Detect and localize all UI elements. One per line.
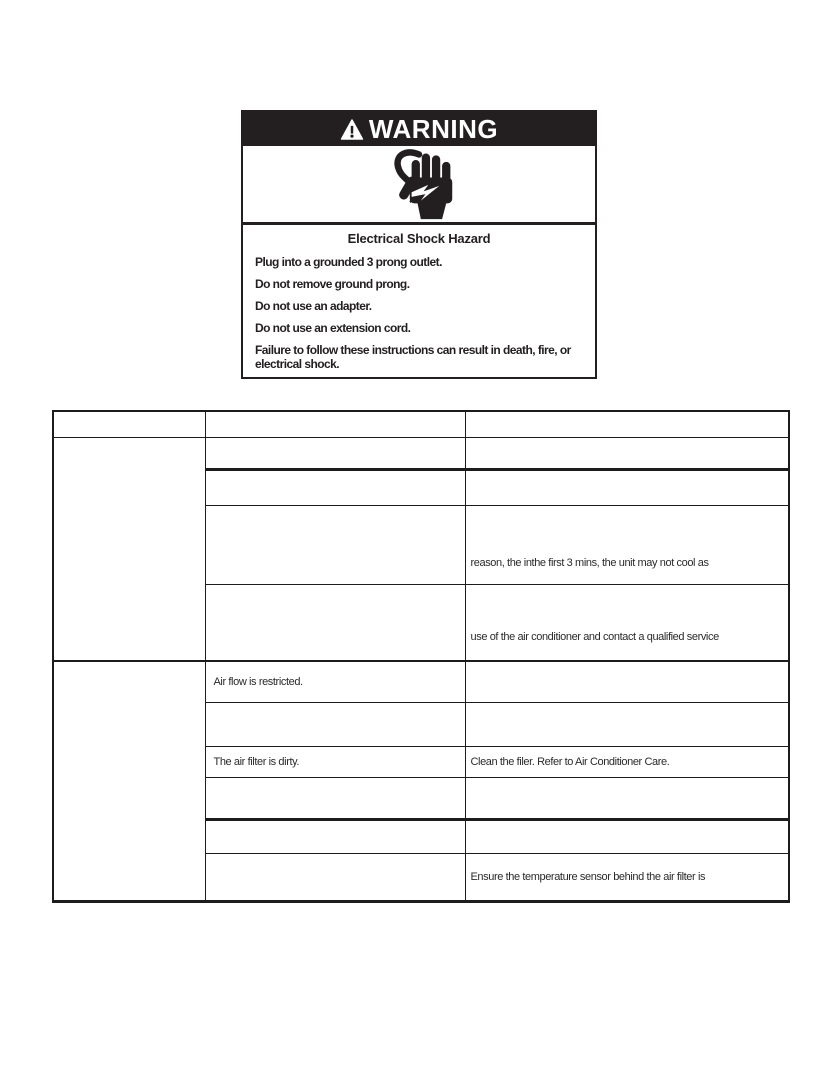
- cause-cell: [205, 437, 465, 469]
- cause-cell: [205, 777, 465, 819]
- solution-cell: [465, 661, 789, 702]
- category-cell-1: [53, 437, 205, 661]
- warning-title: WARNING: [368, 114, 499, 144]
- warning-triangle-icon: [340, 119, 364, 140]
- solution-cell: reason, the inthe first 3 mins, the unit may not cool as: [465, 505, 789, 584]
- instruction-line: Do not use an adapter.: [255, 299, 372, 313]
- troubleshooting-table: [52, 410, 790, 903]
- solution-cell: [465, 702, 789, 746]
- warning-band: [243, 112, 595, 146]
- warning-label: [241, 110, 597, 379]
- cause-cell: [205, 853, 465, 901]
- cause-cell: [205, 584, 465, 661]
- header-cell-1: [53, 411, 205, 437]
- solution-cell: [465, 469, 789, 505]
- cause-cell: Air flow is restricted.: [205, 661, 465, 702]
- cause-cell: The air filter is dirty.: [205, 746, 465, 777]
- table-header-row: [53, 411, 789, 437]
- warning-text-block: [243, 225, 595, 371]
- solution-cell: Clean the filer. Refer to Air Conditioner Care.: [465, 746, 789, 777]
- cause-cell: [205, 819, 465, 853]
- instruction-line: Failure to follow these instructions can result in death, fire, or electrical shock.: [255, 343, 571, 371]
- header-cell-2: [205, 411, 465, 437]
- hazard-title: Electrical Shock Hazard: [347, 231, 491, 246]
- solution-cell: [465, 777, 789, 819]
- header-cell-3: [465, 411, 789, 437]
- cause-cell: [205, 505, 465, 584]
- solution-cell: [465, 819, 789, 853]
- cause-cell: [205, 469, 465, 505]
- solution-cell: Ensure the temperature sensor behind the air filter is: [465, 853, 789, 901]
- electric-shock-hand-icon: [372, 148, 466, 220]
- instruction-line: Plug into a grounded 3 prong outlet.: [255, 255, 442, 269]
- solution-cell: [465, 437, 789, 469]
- instruction-line: Do not remove ground prong.: [255, 277, 410, 291]
- table-row: [53, 437, 789, 469]
- solution-cell: use of the air conditioner and contact a qualified service: [465, 584, 789, 661]
- instruction-line: Do not use an extension cord.: [255, 321, 411, 335]
- category-cell-2: [53, 661, 205, 901]
- table-row: [53, 661, 789, 702]
- cause-cell: [205, 702, 465, 746]
- shock-hazard-icon-area: [243, 146, 595, 225]
